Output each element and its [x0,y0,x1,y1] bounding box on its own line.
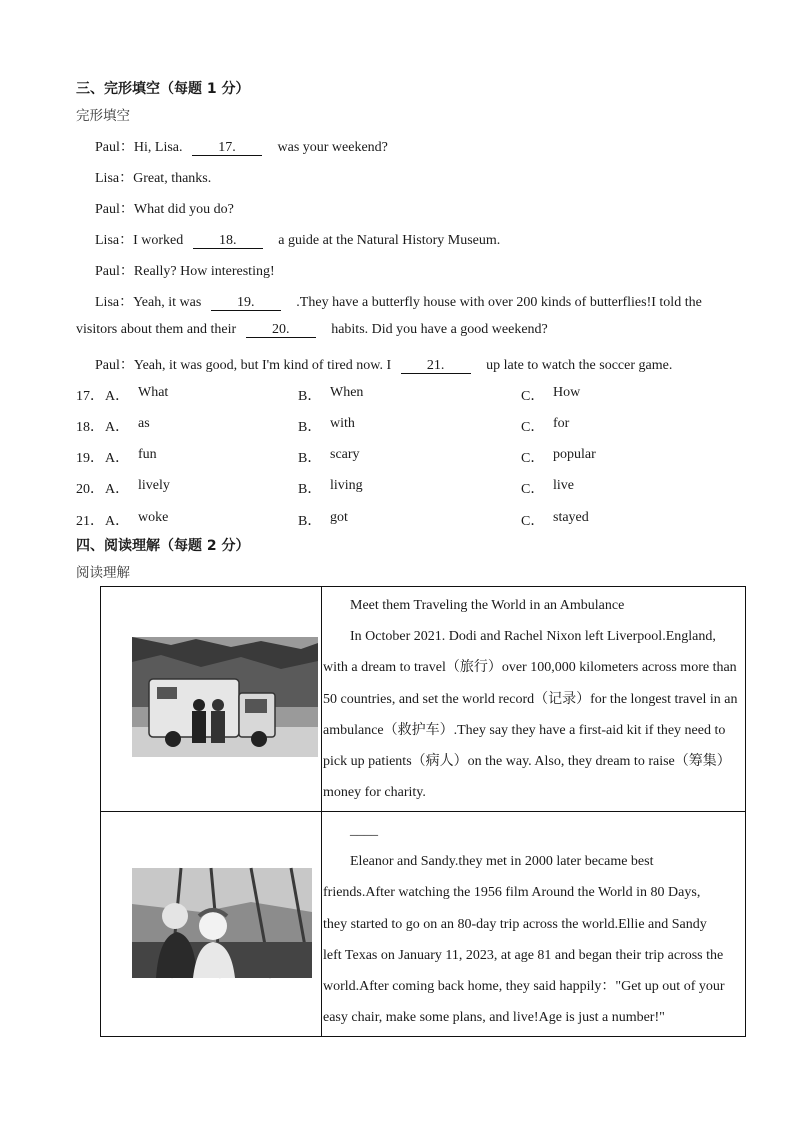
question-number: 17． [76,389,104,404]
text-cell [322,587,746,812]
option-label: B． [298,514,322,529]
option-label: B． [298,451,322,466]
text-cell [322,812,746,1037]
option-label: C． [521,420,545,435]
option-c[interactable]: popular [553,447,596,462]
article-line: easy chair, make some plans, and live!Age is just a number!" [323,1010,665,1026]
photo-cell [101,812,322,1037]
option-label: C． [521,514,545,529]
option-a[interactable]: as [138,416,150,431]
blank-21[interactable]: 21. [401,358,471,374]
option-label: A． [105,482,130,497]
option-label: C． [521,482,545,497]
option-label: A． [105,389,130,404]
option-c[interactable]: How [553,385,581,400]
option-a[interactable]: What [138,385,169,400]
article-2 [322,812,745,1033]
blank-19[interactable]: 19. [211,295,281,311]
dialogue-line-3: Paul：What did you do? [95,202,234,217]
photo-cell [101,587,322,812]
title-blank[interactable]: ____ [350,823,378,838]
option-b[interactable]: with [330,416,355,431]
ambulance-photo [101,587,321,806]
dialogue-line-4: Lisa：I worked 18. a guide at the Natural History Museum. [95,233,501,248]
article-line: they started to go on an 80-day trip across the world.Ellie and Sandy [323,916,707,932]
section-heading-reading: 四、阅读理解（每题 2 分） [76,538,250,554]
blank-18[interactable]: 18. [193,233,263,249]
reading-table [100,586,746,1037]
article-line: world.After coming back home, they said happily："Get up out of your [323,979,725,995]
dialogue-line-2: Lisa：Great, thanks. [95,171,212,186]
dialogue-line-8: Paul：Yeah, it was good, but I'm kind of tired now. I 21. up late to watch the soccer game. [95,358,673,373]
section-subheading-reading: 阅读理解 [76,565,130,581]
blank-17[interactable]: 17. [192,140,262,156]
option-label: B． [298,420,322,435]
table-row [101,587,746,812]
article-line: In October 2021. Dodi and Rachel Nixon left Liverpool.England, [350,629,716,645]
option-label: B． [298,482,322,497]
blank-20[interactable]: 20. [246,322,316,338]
article-line: money for charity. [323,785,426,801]
article-line: ambulance（救护车）.They say they have a first-aid kit if they need to [323,722,726,738]
section-subheading-cloze: 完形填空 [76,108,130,124]
option-c[interactable]: live [553,478,574,493]
question-number: 20． [76,482,104,497]
question-number: 21． [76,514,104,529]
question-number: 19． [76,451,104,466]
option-b[interactable]: living [330,478,363,493]
article-line: friends.After watching the 1956 film Around the World in 80 Days, [323,885,701,901]
dialogue-line-1: Paul：Hi, Lisa. 17. was your weekend? [95,140,388,155]
article-line: with a dream to travel（旅行）over 100,000 kilometers across more than [323,660,737,676]
table-row [101,812,746,1037]
dialogue-line-6: Lisa：Yeah, it was 19. .They have a butterfly house with over 200 kinds of butterflies!I told the [95,295,702,310]
option-label: B． [298,389,322,404]
balloon-photo [101,812,321,1031]
option-label: C． [521,451,545,466]
option-label: A． [105,451,130,466]
option-b[interactable]: scary [330,447,360,462]
option-a[interactable]: lively [138,478,170,493]
dialogue-line-7: visitors about them and their 20. habits. Did you have a good weekend? [76,322,548,337]
article-1 [322,587,745,808]
article-line: 50 countries, and set the world record（记录）for the longest travel in an [323,691,738,707]
option-label: C． [521,389,545,404]
option-b[interactable]: got [330,510,348,525]
dialogue-line-5: Paul：Really? How interesting! [95,264,275,279]
question-number: 18． [76,420,104,435]
option-c[interactable]: stayed [553,510,589,525]
option-label: A． [105,420,130,435]
article-title: Meet them Traveling the World in an Ambulance [350,598,625,613]
article-line: left Texas on January 11, 2023, at age 81 and began their trip across the [323,947,724,963]
option-a[interactable]: fun [138,447,157,462]
option-b[interactable]: When [330,385,364,400]
article-line: Eleanor and Sandy.they met in 2000 later became best [350,854,654,870]
section-heading-cloze: 三、完形填空（每题 1 分） [76,81,250,97]
option-c[interactable]: for [553,416,570,431]
option-label: A． [105,514,130,529]
option-a[interactable]: woke [138,510,169,525]
article-line: pick up patients（病人）on the way. Also, they dream to raise（筹集） [323,754,731,770]
